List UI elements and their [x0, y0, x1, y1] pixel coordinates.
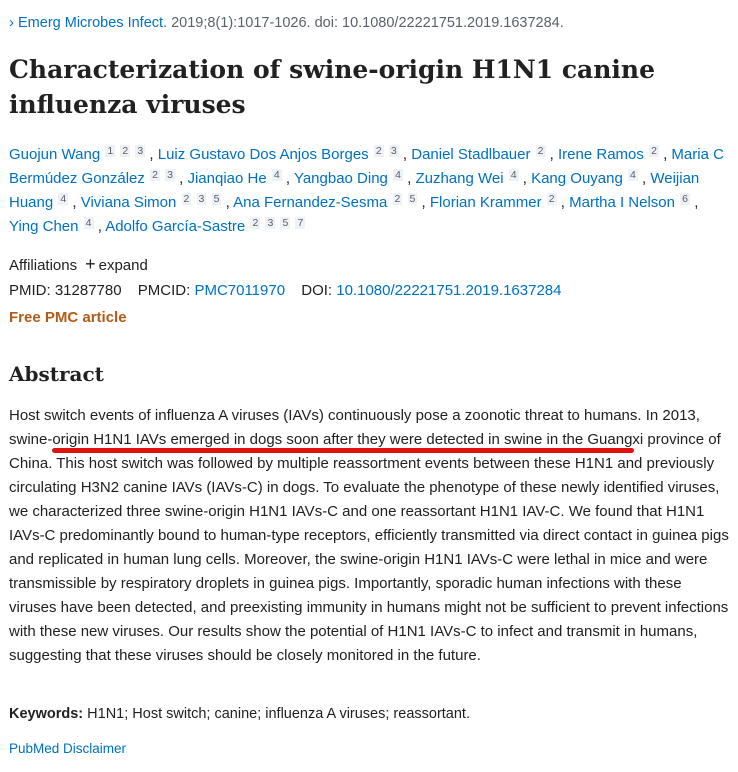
pmid-label: PMID:	[9, 282, 51, 299]
affiliation-ref[interactable]: 5	[409, 193, 416, 205]
author-entry: Zuzhang Wei $^4$ ,	[415, 169, 532, 187]
affiliation-ref[interactable]: 5	[213, 193, 220, 205]
affiliation-ref[interactable]: 2	[548, 193, 555, 205]
affiliation-ref[interactable]: 2	[122, 145, 129, 157]
keywords-label: Keywords:	[9, 706, 84, 722]
author-entry: Kang Ouyang $^4$ ,	[531, 169, 651, 187]
author-link[interactable]: Ana Fernandez-Sesma	[233, 194, 388, 211]
affiliation-ref[interactable]: 2	[651, 145, 657, 157]
author-entry: Guojun Wang $^1$ $^2$ $^3$ ,	[9, 145, 158, 163]
author-entry: Daniel Stadlbauer $^2$ ,	[411, 145, 559, 163]
doi-link[interactable]: 10.1080/22221751.2019.1637284	[336, 282, 562, 299]
journal-link[interactable]: Emerg Microbes Infect.	[18, 15, 168, 31]
author-entry	[105, 218, 305, 235]
affiliation-ref[interactable]: 1	[107, 145, 114, 157]
author-link[interactable]: Jianqiao He	[187, 170, 267, 187]
author-entry: Martha I Nelson $^6$ ,	[569, 193, 699, 211]
expand-label: expand	[98, 257, 148, 274]
affiliation-ref[interactable]: 2	[394, 193, 401, 205]
affiliation-ref[interactable]: 4	[85, 217, 92, 229]
author-link[interactable]: Viviana Simon	[80, 194, 177, 211]
author-link[interactable]: Zuzhang Wei	[415, 170, 504, 187]
author-entry: Maria C Bermúdez González $^2$ $^3$ ,	[9, 146, 724, 187]
affiliation-ref[interactable]: 2	[183, 193, 190, 205]
affiliation-ref[interactable]: 4	[630, 169, 636, 181]
pmid-value: 31287780	[54, 282, 122, 299]
author-entry: Yangbao Ding $^4$ ,	[293, 169, 416, 187]
red-underline-annotation	[52, 448, 634, 453]
affiliation-ref[interactable]: 3	[167, 169, 173, 181]
affiliation-ref[interactable]: 4	[60, 193, 67, 205]
chevron-right-icon[interactable]: ›	[9, 14, 14, 31]
author-link[interactable]: Maria C Bermúdez González	[9, 146, 724, 187]
highlighted-sentence: swine-origin H1N1 IAVs emerged in dogs soon after they were detected in swine	[9, 431, 543, 448]
author-link[interactable]: Martha I Nelson	[569, 194, 675, 211]
affiliations-label: Affiliations	[9, 257, 78, 274]
author-entry: Florian Krammer $^2$ ,	[429, 193, 570, 211]
abstract-heading: Abstract	[9, 362, 104, 386]
abstract-text	[9, 404, 731, 668]
affiliation-ref[interactable]: 3	[390, 145, 397, 157]
author-link[interactable]: Yangbao Ding	[293, 170, 388, 187]
author-link[interactable]: Kang Ouyang	[531, 170, 623, 187]
author-entry: Ana Fernandez-Sesma $^2$ $^5$ ,	[233, 193, 430, 211]
plus-icon: +	[85, 254, 96, 274]
author-entry: Ying Chen $^4$ ,	[9, 217, 106, 235]
author-link[interactable]: Weijian Huang	[9, 170, 700, 211]
pubmed-disclaimer-link[interactable]: PubMed Disclaimer	[9, 741, 127, 756]
affiliation-ref[interactable]: 3	[137, 145, 144, 157]
author-entry: Luiz Gustavo Dos Anjos Borges $^2$ $^3$ ,	[157, 145, 412, 163]
affiliations-toggle[interactable]	[9, 254, 148, 275]
affiliation-ref[interactable]: 2	[252, 217, 259, 229]
author-link[interactable]: Ying Chen	[9, 218, 79, 235]
author-entry: Irene Ramos $^2$ ,	[558, 145, 672, 163]
author-list	[9, 143, 731, 239]
affiliation-ref[interactable]: 4	[273, 169, 280, 181]
author-link[interactable]: Irene Ramos	[558, 146, 644, 163]
abstract-text-rest: in the Guangxi province of China. This host switch was followed by multiple reassortment events between these H1N1 and previously circulating H3N2 canine IAVs (IAVs-C) in dogs. To evaluate the phenotype of these newly identified viruses, we characterized three swine-origin H1N1 IAVs-C and one reassortant H1N1 IAV-C. We found that H1N1 IAVs-C predominantly bound to human-type receptors, efficiently transmitted via direct contact in guinea pigs and replicated in human lung cells. Moreover, the swine-origin H1N1 IAVs-C were lethal in mice and were transmissible by respiratory droplets in guinea pigs. Importantly, sporadic human infections with these viruses have been detected, and preexisting immunity in humans might not be sufficient to prevent infections with these new viruses. Our results show the potential of H1N1 IAVs-C to infect and transmit in humans, suggesting that these viruses should be closely monitored in the future.	[9, 431, 729, 664]
article-title: Characterization of swine-origin H1N1 canine influenza viruses	[9, 55, 656, 119]
keywords	[9, 706, 470, 722]
author-entry: Jianqiao He $^4$ ,	[187, 169, 294, 187]
author-link[interactable]: Florian Krammer	[429, 194, 542, 211]
affiliation-ref[interactable]: 4	[510, 169, 517, 181]
identifiers	[9, 282, 561, 299]
affiliation-ref[interactable]: 2	[537, 145, 544, 157]
affiliation-ref[interactable]: 2	[375, 145, 382, 157]
author-link[interactable]: Luiz Gustavo Dos Anjos Borges	[157, 146, 369, 163]
affiliation-ref[interactable]: 3	[198, 193, 205, 205]
author-link[interactable]: Daniel Stadlbauer	[411, 146, 531, 163]
affiliation-ref[interactable]: 2	[152, 169, 158, 181]
author-entry: Weijian Huang $^4$ ,	[9, 170, 700, 211]
citation-details: 2019;8(1):1017-1026. doi: 10.1080/22221751.2019.1637284.	[171, 15, 564, 31]
keywords-value: H1N1; Host switch; canine; influenza A viruses; reassortant.	[87, 706, 470, 722]
affiliation-ref[interactable]: 4	[395, 169, 401, 181]
doi-label: DOI:	[301, 282, 333, 299]
affiliation-ref[interactable]: 6	[682, 193, 689, 205]
citation-line	[9, 14, 564, 31]
pmcid-label: PMCID:	[137, 282, 191, 299]
affiliation-ref[interactable]: 7	[297, 217, 304, 229]
author-link[interactable]: Guojun Wang	[9, 146, 101, 163]
free-pmc-article-badge[interactable]: Free PMC article	[9, 309, 127, 326]
affiliation-ref[interactable]: 5	[282, 217, 289, 229]
author-link[interactable]: Adolfo García-Sastre	[105, 218, 246, 235]
pmcid-link[interactable]: PMC7011970	[194, 282, 286, 299]
abstract-text-start: Host switch events of influenza A viruses (IAVs) continuously pose a zoonotic threat to humans. In 2013,	[9, 407, 700, 424]
author-entry: Viviana Simon $^2$ $^3$ $^5$ ,	[80, 193, 234, 211]
affiliation-ref[interactable]: 3	[267, 217, 274, 229]
